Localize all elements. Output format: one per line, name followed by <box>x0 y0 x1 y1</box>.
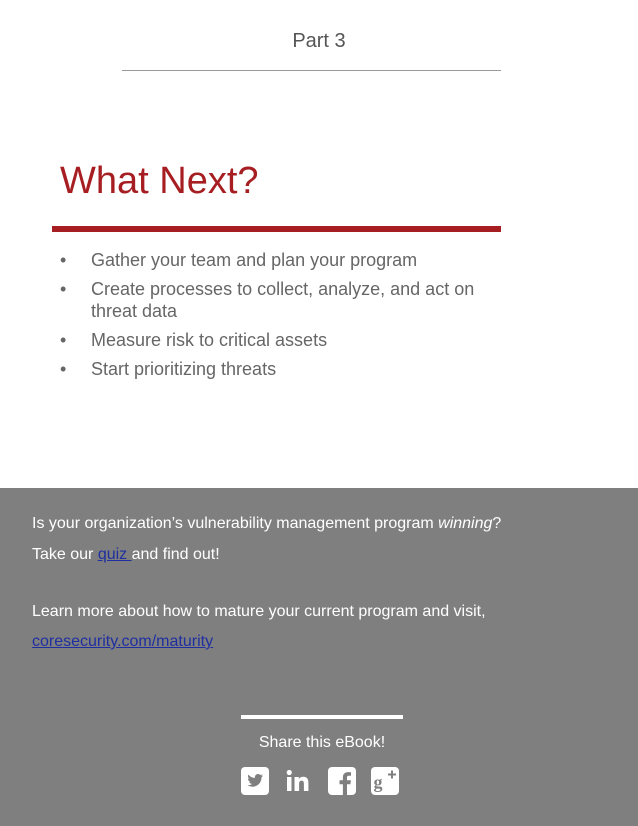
part-label: Part 3 <box>292 30 346 52</box>
cta-panel <box>0 488 638 826</box>
list-item <box>60 249 500 271</box>
question-mark: ? <box>492 515 502 532</box>
title-underline <box>52 226 501 232</box>
quiz-link[interactable]: quiz <box>97 546 132 563</box>
twitter-icon[interactable] <box>240 766 270 796</box>
top-divider <box>122 70 501 71</box>
google-plus-icon[interactable] <box>370 766 400 796</box>
page-title: What Next? <box>60 160 259 202</box>
list-item-text: Start prioritizing threats <box>91 359 277 379</box>
list-item <box>60 358 500 380</box>
share-divider <box>241 715 403 719</box>
maturity-line <box>32 633 213 651</box>
svg-text:g: g <box>373 772 383 792</box>
facebook-icon[interactable] <box>327 766 357 796</box>
quiz-suffix: and find out! <box>131 546 220 563</box>
maturity-link[interactable]: coresecurity.com/maturity <box>32 633 214 650</box>
bullet-marker: • <box>60 359 67 379</box>
question-emphasis: winning <box>438 515 493 532</box>
question-text: Is your organization’s vulnerability management program <box>32 515 439 532</box>
linkedin-icon[interactable] <box>283 766 313 796</box>
share-icons <box>240 766 400 796</box>
next-steps-list <box>60 249 500 387</box>
list-item-text: Gather your team and plan your program <box>91 250 418 270</box>
bullet-marker: • <box>60 330 67 350</box>
quiz-prefix: Take our <box>32 546 98 563</box>
bullet-marker: • <box>60 279 67 299</box>
quiz-line <box>32 546 220 564</box>
list-item <box>60 278 500 322</box>
share-label: Share this eBook! <box>258 734 386 751</box>
learn-more-text: Learn more about how to mature your current program and visit, <box>32 603 486 620</box>
bullet-marker: • <box>60 250 67 270</box>
list-item-text: Measure risk to critical assets <box>91 330 328 350</box>
list-item-text: Create processes to collect, analyze, and act on threat data <box>91 279 475 321</box>
list-item <box>60 329 500 351</box>
winning-question <box>32 515 501 533</box>
